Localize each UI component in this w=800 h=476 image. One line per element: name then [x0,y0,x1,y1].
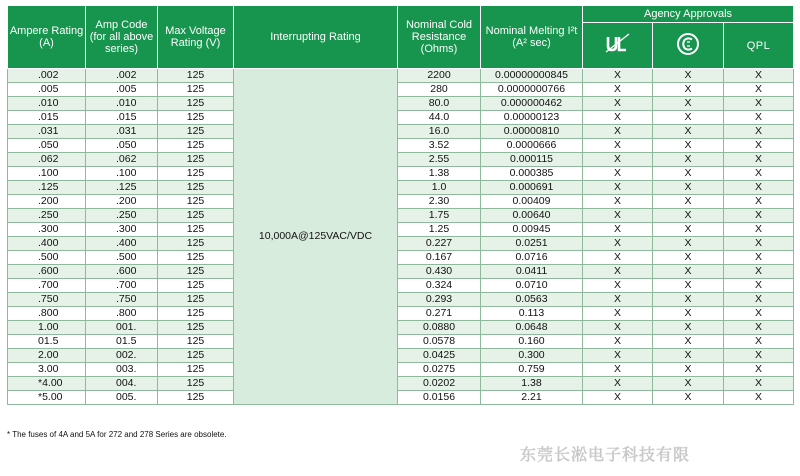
csa-approval-cell: X [653,363,724,377]
ampere-rating-cell: .500 [8,251,86,265]
amp-code-cell: .010 [86,97,158,111]
csa-approval-cell: X [653,293,724,307]
melting-cell: 0.0710 [481,279,583,293]
csa-approval-cell: X [653,279,724,293]
table-row [8,377,794,391]
table-row [8,139,794,153]
table-row [8,363,794,377]
csa-approval-cell: X [653,153,724,167]
ampere-rating-cell: .005 [8,83,86,97]
ul-approval-cell: X [583,265,653,279]
watermark: 东莞长淞电子科技有限 [520,445,691,464]
resistance-cell: 1.38 [398,167,481,181]
qpl-approval-cell: X [724,321,794,335]
table-row [8,391,794,405]
resistance-cell: 0.0425 [398,349,481,363]
table-row [8,335,794,349]
melting-cell: 0.0648 [481,321,583,335]
resistance-cell: 1.0 [398,181,481,195]
qpl-approval-cell: X [724,349,794,363]
ul-recognized-icon [605,33,631,58]
resistance-cell: 44.0 [398,111,481,125]
interrupting-rating-cell: 10,000A@125VAC/VDC [234,69,398,405]
table-row [8,321,794,335]
ul-approval-cell: X [583,349,653,363]
qpl-approval-cell: X [724,293,794,307]
table-row [8,195,794,209]
amp-code-cell: .600 [86,265,158,279]
melting-cell: 0.759 [481,363,583,377]
csa-icon [675,31,701,60]
qpl-approval-cell: X [724,139,794,153]
resistance-cell: 0.430 [398,265,481,279]
ampere-rating-cell: .031 [8,125,86,139]
qpl-approval-cell: X [724,237,794,251]
ul-approval-cell: X [583,363,653,377]
amp-code-cell: 001. [86,321,158,335]
qpl-approval-cell: X [724,167,794,181]
melting-cell: 0.00000123 [481,111,583,125]
qpl-approval-cell: X [724,335,794,349]
voltage-cell: 125 [158,251,234,265]
qpl-approval-cell: X [724,83,794,97]
resistance-cell: 2.30 [398,195,481,209]
voltage-cell: 125 [158,223,234,237]
resistance-cell: 0.0156 [398,391,481,405]
ul-approval-cell: X [583,181,653,195]
ampere-rating-cell: .600 [8,265,86,279]
voltage-cell: 125 [158,279,234,293]
melting-cell: 1.38 [481,377,583,391]
voltage-cell: 125 [158,125,234,139]
csa-approval-cell: X [653,69,724,83]
ampere-rating-cell: 1.00 [8,321,86,335]
csa-approval-cell: X [653,195,724,209]
table-row [8,265,794,279]
resistance-cell: 0.0578 [398,335,481,349]
qpl-approval-cell: X [724,195,794,209]
qpl-approval-cell: X [724,279,794,293]
table-row [8,111,794,125]
csa-approval-cell: X [653,349,724,363]
qpl-approval-cell: X [724,391,794,405]
melting-cell: 0.00945 [481,223,583,237]
amp-code-cell: .125 [86,181,158,195]
ul-approval-cell: X [583,83,653,97]
ul-approval-cell: X [583,391,653,405]
amp-code-cell: .750 [86,293,158,307]
ampere-rating-cell: 3.00 [8,363,86,377]
voltage-cell: 125 [158,377,234,391]
ampere-rating-cell: .300 [8,223,86,237]
melting-cell: 0.00640 [481,209,583,223]
amp-code-cell: 004. [86,377,158,391]
ampere-rating-cell: .125 [8,181,86,195]
table-row [8,349,794,363]
qpl-approval-cell: X [724,111,794,125]
table-row [8,181,794,195]
amp-code-cell: .250 [86,209,158,223]
qpl-approval-cell: X [724,97,794,111]
ul-approval-cell: X [583,321,653,335]
melting-cell: 0.0716 [481,251,583,265]
melting-cell: 0.0563 [481,293,583,307]
melting-cell: 2.21 [481,391,583,405]
ul-approval-cell: X [583,195,653,209]
csa-approval-cell: X [653,209,724,223]
header-ampere-rating: Ampere Rating (A) [8,6,86,69]
ampere-rating-cell: 2.00 [8,349,86,363]
ampere-rating-cell: .010 [8,97,86,111]
qpl-approval-cell: X [724,223,794,237]
qpl-approval-cell: X [724,377,794,391]
csa-approval-cell: X [653,307,724,321]
amp-code-cell: .100 [86,167,158,181]
resistance-cell: 16.0 [398,125,481,139]
qpl-approval-cell: X [724,69,794,83]
ul-approval-cell: X [583,237,653,251]
ampere-rating-cell: .015 [8,111,86,125]
voltage-cell: 125 [158,265,234,279]
voltage-cell: 125 [158,307,234,321]
resistance-cell: 1.75 [398,209,481,223]
amp-code-cell: .300 [86,223,158,237]
qpl-approval-cell: X [724,265,794,279]
voltage-cell: 125 [158,237,234,251]
voltage-cell: 125 [158,111,234,125]
ampere-rating-cell: .100 [8,167,86,181]
amp-code-cell: .200 [86,195,158,209]
voltage-cell: 125 [158,391,234,405]
voltage-cell: 125 [158,195,234,209]
melting-cell: 0.00000000845 [481,69,583,83]
resistance-cell: 3.52 [398,139,481,153]
voltage-cell: 125 [158,349,234,363]
ul-approval-cell: X [583,279,653,293]
amp-code-cell: .062 [86,153,158,167]
table-row [8,153,794,167]
csa-approval-cell: X [653,139,724,153]
ul-approval-cell: X [583,335,653,349]
table-row [8,237,794,251]
ul-approval-cell: X [583,167,653,181]
ul-approval-cell: X [583,223,653,237]
csa-approval-cell: X [653,125,724,139]
resistance-cell: 0.0202 [398,377,481,391]
amp-code-cell: .015 [86,111,158,125]
voltage-cell: 125 [158,97,234,111]
header-melting: Nominal Melting I²t (A² sec) [481,6,583,69]
spec-table-body [8,69,794,405]
amp-code-cell: .500 [86,251,158,265]
ul-approval-cell: X [583,251,653,265]
resistance-cell: 0.324 [398,279,481,293]
resistance-cell: 280 [398,83,481,97]
table-row [8,83,794,97]
header-cold-resistance: Nominal Cold Resistance (Ohms) [398,6,481,69]
ampere-rating-cell: .062 [8,153,86,167]
ul-approval-cell: X [583,293,653,307]
resistance-cell: 80.0 [398,97,481,111]
ampere-rating-cell: .400 [8,237,86,251]
resistance-cell: 2.55 [398,153,481,167]
amp-code-cell: .700 [86,279,158,293]
voltage-cell: 125 [158,363,234,377]
ul-approval-cell: X [583,69,653,83]
ul-approval-cell: X [583,139,653,153]
melting-cell: 0.0000000766 [481,83,583,97]
amp-code-cell: 005. [86,391,158,405]
header-amp-code: Amp Code (for all above series) [86,6,158,69]
amp-code-cell: .800 [86,307,158,321]
table-row [8,69,794,83]
table-row [8,167,794,181]
resistance-cell: 0.167 [398,251,481,265]
header-interrupting-rating: Interrupting Rating [234,6,398,69]
ul-approval-cell: X [583,125,653,139]
voltage-cell: 125 [158,335,234,349]
voltage-cell: 125 [158,293,234,307]
voltage-cell: 125 [158,209,234,223]
voltage-cell: 125 [158,139,234,153]
ampere-rating-cell: .200 [8,195,86,209]
resistance-cell: 0.0880 [398,321,481,335]
melting-cell: 0.0251 [481,237,583,251]
ul-approval-cell: X [583,377,653,391]
resistance-cell: 1.25 [398,223,481,237]
csa-approval-cell: X [653,377,724,391]
resistance-cell: 0.271 [398,307,481,321]
qpl-approval-cell: X [724,251,794,265]
ampere-rating-cell: .002 [8,69,86,83]
voltage-cell: 125 [158,167,234,181]
footnote: * The fuses of 4A and 5A for 272 and 278 Series are obsolete. [7,430,227,439]
voltage-cell: 125 [158,69,234,83]
header-max-voltage: Max Voltage Rating (V) [158,6,234,69]
melting-cell: 0.000000462 [481,97,583,111]
table-row [8,307,794,321]
ampere-rating-cell: .750 [8,293,86,307]
table-row [8,125,794,139]
melting-cell: 0.160 [481,335,583,349]
table-row [8,279,794,293]
fuse-spec-table [7,5,794,405]
table-row [8,251,794,265]
voltage-cell: 125 [158,181,234,195]
qpl-approval-cell: X [724,363,794,377]
qpl-approval-cell: X [724,209,794,223]
qpl-approval-cell: X [724,153,794,167]
ampere-rating-cell: .250 [8,209,86,223]
header-agency-approvals: Agency Approvals [583,6,794,23]
csa-approval-cell: X [653,111,724,125]
melting-cell: 0.0411 [481,265,583,279]
table-row [8,209,794,223]
melting-cell: 0.00000810 [481,125,583,139]
header-qpl: QPL [724,23,794,69]
ampere-rating-cell: .700 [8,279,86,293]
voltage-cell: 125 [158,83,234,97]
qpl-approval-cell: X [724,181,794,195]
melting-cell: 0.00409 [481,195,583,209]
voltage-cell: 125 [158,153,234,167]
table-row [8,293,794,307]
ul-approval-cell: X [583,307,653,321]
amp-code-cell: .005 [86,83,158,97]
melting-cell: 0.300 [481,349,583,363]
csa-approval-cell: X [653,167,724,181]
csa-approval-cell: X [653,391,724,405]
csa-approval-cell: X [653,265,724,279]
melting-cell: 0.0000666 [481,139,583,153]
melting-cell: 0.000115 [481,153,583,167]
ul-approval-cell: X [583,209,653,223]
table-row [8,97,794,111]
amp-code-cell: .031 [86,125,158,139]
csa-approval-cell: X [653,97,724,111]
amp-code-cell: 003. [86,363,158,377]
ampere-rating-cell: .050 [8,139,86,153]
voltage-cell: 125 [158,321,234,335]
amp-code-cell: 002. [86,349,158,363]
ampere-rating-cell: *4.00 [8,377,86,391]
melting-cell: 0.000691 [481,181,583,195]
ul-approval-cell: X [583,153,653,167]
csa-approval-cell: X [653,181,724,195]
header-ul [583,23,653,69]
csa-approval-cell: X [653,251,724,265]
melting-cell: 0.113 [481,307,583,321]
ampere-rating-cell: 01.5 [8,335,86,349]
csa-approval-cell: X [653,223,724,237]
amp-code-cell: .002 [86,69,158,83]
csa-approval-cell: X [653,335,724,349]
amp-code-cell: .050 [86,139,158,153]
ul-approval-cell: X [583,97,653,111]
csa-approval-cell: X [653,237,724,251]
resistance-cell: 0.0275 [398,363,481,377]
ampere-rating-cell: .800 [8,307,86,321]
amp-code-cell: .400 [86,237,158,251]
amp-code-cell: 01.5 [86,335,158,349]
resistance-cell: 0.227 [398,237,481,251]
csa-approval-cell: X [653,321,724,335]
qpl-approval-cell: X [724,307,794,321]
table-row [8,223,794,237]
melting-cell: 0.000385 [481,167,583,181]
qpl-approval-cell: X [724,125,794,139]
resistance-cell: 0.293 [398,293,481,307]
ul-approval-cell: X [583,111,653,125]
ampere-rating-cell: *5.00 [8,391,86,405]
resistance-cell: 2200 [398,69,481,83]
csa-approval-cell: X [653,83,724,97]
header-csa [653,23,724,69]
